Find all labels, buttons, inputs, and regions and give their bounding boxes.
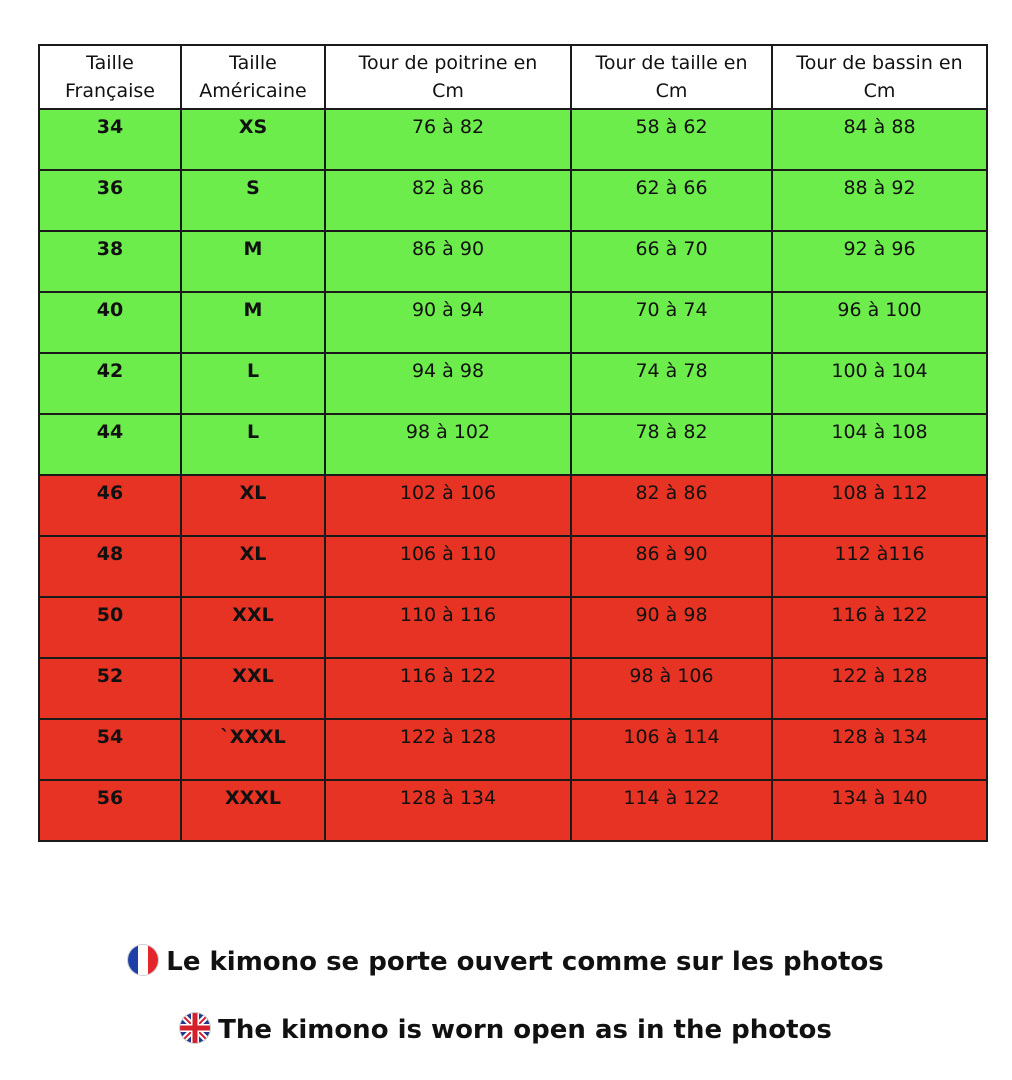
france-flag-icon <box>128 945 158 975</box>
cell-taille-americaine: L <box>181 353 325 414</box>
table-row <box>39 109 987 170</box>
cell-taille-francaise: 36 <box>39 170 181 231</box>
header-line: Cm <box>432 80 464 102</box>
cell-tour-bassin: 112 à116 <box>772 536 987 597</box>
cell-taille-americaine: `XXXL <box>181 719 325 780</box>
cell-tour-bassin: 100 à 104 <box>772 353 987 414</box>
table-row <box>39 292 987 353</box>
header-taille-francaise <box>39 45 181 109</box>
table-row <box>39 658 987 719</box>
cell-taille-americaine: M <box>181 292 325 353</box>
note-french <box>0 945 1012 977</box>
cell-tour-poitrine: 94 à 98 <box>325 353 571 414</box>
cell-taille-americaine: XL <box>181 475 325 536</box>
cell-taille-francaise: 50 <box>39 597 181 658</box>
cell-tour-taille: 106 à 114 <box>571 719 772 780</box>
cell-tour-taille: 74 à 78 <box>571 353 772 414</box>
cell-taille-francaise: 40 <box>39 292 181 353</box>
cell-tour-bassin: 104 à 108 <box>772 414 987 475</box>
header-line: Taille <box>86 52 134 74</box>
table-row <box>39 597 987 658</box>
cell-tour-taille: 98 à 106 <box>571 658 772 719</box>
header-line: Tour de bassin en <box>796 52 963 74</box>
cell-taille-francaise: 44 <box>39 414 181 475</box>
table-row <box>39 353 987 414</box>
cell-taille-americaine: XS <box>181 109 325 170</box>
header-taille-americaine <box>181 45 325 109</box>
cell-taille-americaine: L <box>181 414 325 475</box>
header-tour-bassin <box>772 45 987 109</box>
cell-tour-poitrine: 76 à 82 <box>325 109 571 170</box>
cell-tour-taille: 62 à 66 <box>571 170 772 231</box>
cell-tour-poitrine: 110 à 116 <box>325 597 571 658</box>
table-row <box>39 170 987 231</box>
note-english-text: The kimono is worn open as in the photos <box>218 1015 832 1045</box>
note-french-text: Le kimono se porte ouvert comme sur les photos <box>166 947 884 977</box>
cell-tour-taille: 82 à 86 <box>571 475 772 536</box>
cell-tour-bassin: 88 à 92 <box>772 170 987 231</box>
header-tour-poitrine <box>325 45 571 109</box>
cell-taille-francaise: 54 <box>39 719 181 780</box>
cell-tour-taille: 90 à 98 <box>571 597 772 658</box>
table-body <box>39 109 987 841</box>
cell-taille-francaise: 46 <box>39 475 181 536</box>
table-header-row <box>39 45 987 109</box>
table-row <box>39 780 987 841</box>
cell-tour-taille: 70 à 74 <box>571 292 772 353</box>
cell-taille-francaise: 42 <box>39 353 181 414</box>
cell-taille-americaine: XXXL <box>181 780 325 841</box>
cell-tour-bassin: 92 à 96 <box>772 231 987 292</box>
cell-tour-taille: 58 à 62 <box>571 109 772 170</box>
cell-taille-francaise: 56 <box>39 780 181 841</box>
cell-tour-taille: 66 à 70 <box>571 231 772 292</box>
cell-tour-poitrine: 102 à 106 <box>325 475 571 536</box>
header-line: Tour de taille en <box>595 52 748 74</box>
cell-taille-francaise: 52 <box>39 658 181 719</box>
cell-taille-francaise: 38 <box>39 231 181 292</box>
cell-tour-poitrine: 106 à 110 <box>325 536 571 597</box>
table-row <box>39 231 987 292</box>
cell-tour-taille: 86 à 90 <box>571 536 772 597</box>
table-row <box>39 414 987 475</box>
cell-tour-taille: 78 à 82 <box>571 414 772 475</box>
cell-taille-francaise: 48 <box>39 536 181 597</box>
cell-tour-poitrine: 122 à 128 <box>325 719 571 780</box>
cell-tour-bassin: 84 à 88 <box>772 109 987 170</box>
header-line: Française <box>65 80 155 102</box>
cell-tour-poitrine: 90 à 94 <box>325 292 571 353</box>
header-line: Cm <box>655 80 688 102</box>
cell-tour-poitrine: 86 à 90 <box>325 231 571 292</box>
cell-taille-americaine: S <box>181 170 325 231</box>
cell-taille-francaise: 34 <box>39 109 181 170</box>
header-line: Tour de poitrine en <box>358 52 538 74</box>
header-tour-taille <box>571 45 772 109</box>
table-row <box>39 475 987 536</box>
cell-tour-bassin: 108 à 112 <box>772 475 987 536</box>
cell-taille-americaine: XXL <box>181 597 325 658</box>
table-row <box>39 536 987 597</box>
cell-tour-poitrine: 82 à 86 <box>325 170 571 231</box>
cell-taille-americaine: XXL <box>181 658 325 719</box>
cell-tour-bassin: 122 à 128 <box>772 658 987 719</box>
cell-tour-bassin: 128 à 134 <box>772 719 987 780</box>
cell-tour-poitrine: 128 à 134 <box>325 780 571 841</box>
cell-taille-americaine: M <box>181 231 325 292</box>
table-row <box>39 719 987 780</box>
size-table <box>38 44 988 842</box>
header-line: Taille <box>229 52 277 74</box>
cell-tour-bassin: 116 à 122 <box>772 597 987 658</box>
uk-flag-icon <box>180 1013 210 1043</box>
header-line: Américaine <box>199 80 307 102</box>
cell-tour-poitrine: 98 à 102 <box>325 414 571 475</box>
cell-tour-taille: 114 à 122 <box>571 780 772 841</box>
note-english <box>0 1013 1012 1045</box>
cell-taille-americaine: XL <box>181 536 325 597</box>
cell-tour-poitrine: 116 à 122 <box>325 658 571 719</box>
cell-tour-bassin: 96 à 100 <box>772 292 987 353</box>
header-line: Cm <box>863 80 896 102</box>
cell-tour-bassin: 134 à 140 <box>772 780 987 841</box>
